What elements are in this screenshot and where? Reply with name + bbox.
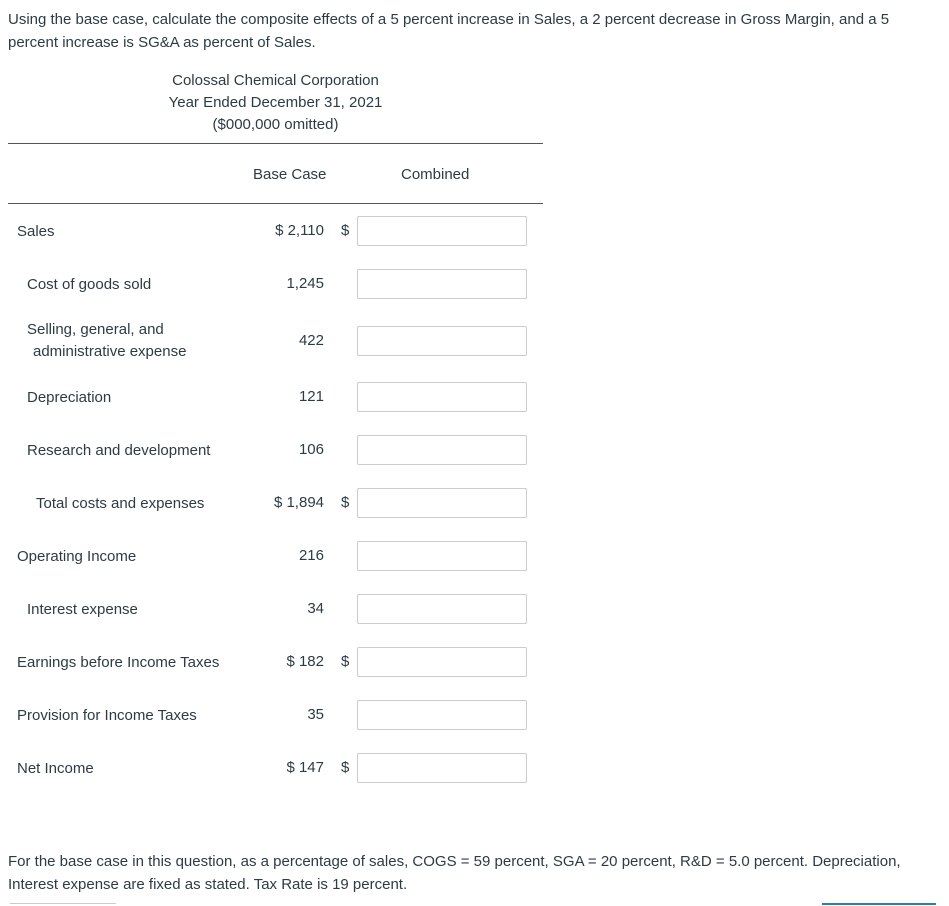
dollar-sign: $ — [341, 222, 350, 239]
table-row-total-costs — [0, 488, 949, 520]
dollar-sign: $ — [341, 494, 350, 511]
table-row-tax-provision — [0, 700, 949, 732]
row-label: Interest expense — [27, 601, 138, 618]
table-row-sga — [0, 318, 949, 364]
combined-depreciation-input[interactable] — [357, 382, 527, 412]
column-header-combined: Combined — [401, 166, 470, 183]
statement-period: Year Ended December 31, 2021 — [168, 94, 383, 111]
row-label: Research and development — [27, 442, 211, 459]
column-header-divider — [8, 203, 543, 204]
row-label-text: Selling, general, and administrative expense — [27, 321, 187, 360]
header-divider — [8, 143, 543, 144]
row-label: Total costs and expenses — [36, 495, 205, 512]
row-label: Operating Income — [17, 548, 137, 565]
combined-tax-provision-input[interactable] — [357, 700, 527, 730]
row-label: Sales — [17, 223, 55, 240]
statement-units: ($000,000 omitted) — [212, 116, 339, 133]
combined-net-income-input[interactable] — [357, 753, 527, 783]
column-header-base-case: Base Case — [253, 166, 327, 183]
combined-ebt-input[interactable] — [357, 647, 527, 677]
bottom-divider-right — [822, 903, 936, 905]
table-row-depreciation — [0, 382, 949, 414]
row-label: Provision for Income Taxes — [17, 707, 197, 724]
base-case-value: 106 — [298, 441, 324, 458]
base-case-value: $ 1,894 — [273, 494, 324, 511]
dollar-sign: $ — [341, 653, 350, 670]
row-label: Depreciation — [27, 389, 112, 406]
combined-rnd-input[interactable] — [357, 435, 527, 465]
company-name: Colossal Chemical Corporation — [172, 72, 379, 89]
base-case-value: $ 147 — [286, 759, 324, 776]
row-label — [27, 319, 207, 363]
footnote-text: For the base case in this question, as a percentage of sales, COGS = 59 percent, SGA = 20 percent, R&D = 5.0 percent. Depreciation, Interest expense are fixed as stated. Tax Rate is 19 percent. — [8, 853, 901, 893]
table-row-interest-expense — [0, 594, 949, 626]
bottom-divider-left — [10, 903, 116, 904]
combined-total-costs-input[interactable] — [357, 488, 527, 518]
base-case-value: $ 182 — [286, 653, 324, 670]
combined-operating-income-input[interactable] — [357, 541, 527, 571]
combined-sales-input[interactable] — [357, 216, 527, 246]
base-case-value: 422 — [298, 332, 324, 349]
combined-interest-expense-input[interactable] — [357, 594, 527, 624]
table-row-net-income — [0, 753, 949, 785]
table-row-sales — [0, 216, 949, 248]
dollar-sign: $ — [341, 759, 350, 776]
base-case-value: 35 — [307, 706, 324, 723]
base-case-value: 121 — [298, 388, 324, 405]
combined-sga-input[interactable] — [357, 326, 527, 356]
base-case-value: $ 2,110 — [275, 222, 324, 239]
base-case-value: 1,245 — [286, 275, 324, 292]
row-label: Net Income — [17, 760, 94, 777]
base-case-value: 216 — [298, 547, 324, 564]
table-row-operating-income — [0, 541, 949, 573]
combined-cogs-input[interactable] — [357, 269, 527, 299]
table-row-cogs — [0, 269, 949, 301]
table-row-rnd — [0, 435, 949, 467]
row-label: Cost of goods sold — [27, 276, 152, 293]
question-text: Using the base case, calculate the composite effects of a 5 percent increase in Sales, a 2 percent decrease in Gross Margin, and a 5 percent increase is SG&A as percent of Sales. — [8, 11, 890, 51]
base-case-value: 34 — [307, 600, 324, 617]
table-row-ebt — [0, 647, 949, 679]
row-label: Earnings before Income Taxes — [17, 654, 220, 671]
